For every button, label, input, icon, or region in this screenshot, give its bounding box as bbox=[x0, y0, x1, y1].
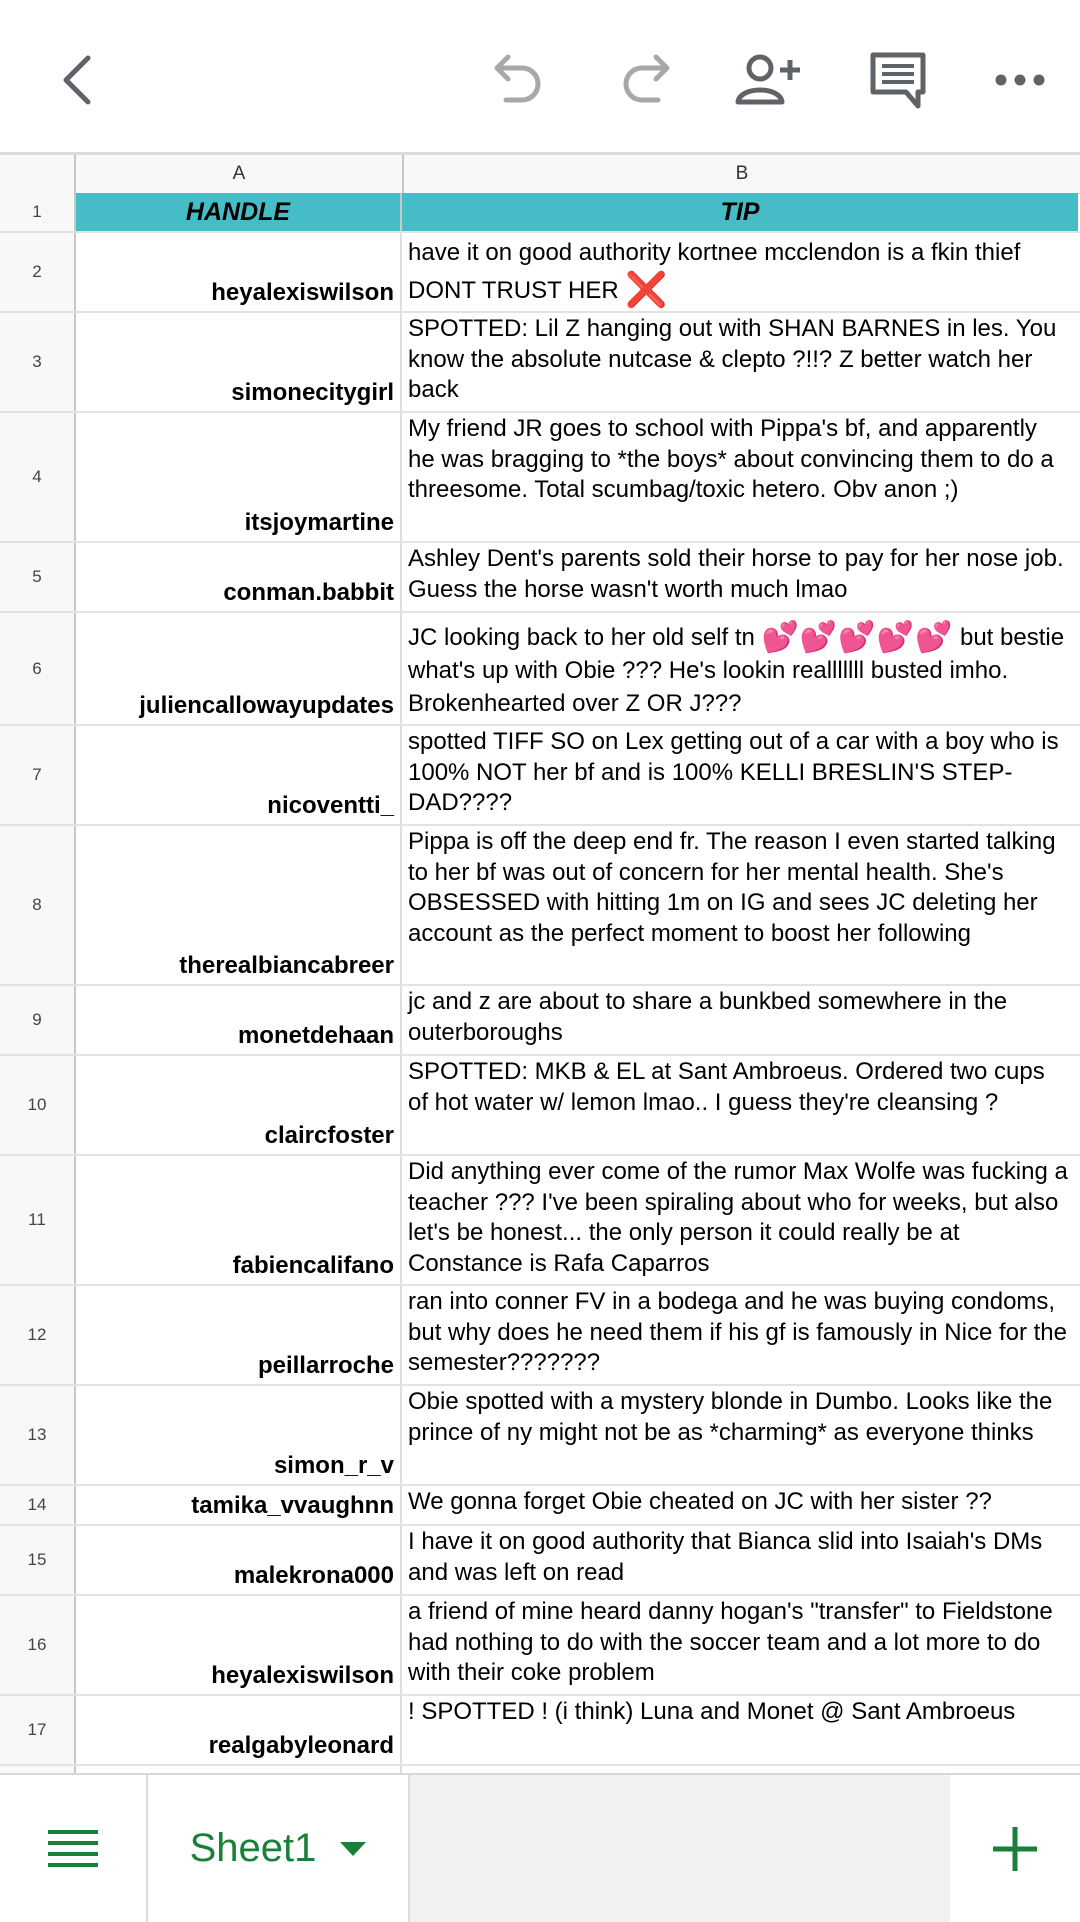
sheet-tab-bar bbox=[0, 1773, 1080, 1922]
handle-cell[interactable]: juliencallowayupdates bbox=[76, 613, 402, 724]
handle-cell[interactable]: tamika_vvaughnn bbox=[76, 1486, 402, 1524]
tip-text: have it on good authority kortnee mcclendon is a fkin thief DONT TRUST HER bbox=[408, 239, 1021, 304]
handle-cell[interactable]: malekrona000 bbox=[76, 1526, 402, 1594]
tip-cell[interactable]: ! SPOTTED ! (i think) Luna and Monet @ Sant Ambroeus bbox=[408, 1698, 1016, 1725]
row-number[interactable]: 4 bbox=[0, 413, 76, 541]
handle-cell[interactable]: realgabyleonard bbox=[76, 1696, 402, 1764]
sheet-list-icon bbox=[48, 1829, 98, 1869]
table-row bbox=[0, 543, 1080, 613]
handle-cell[interactable]: conman.babbit bbox=[76, 543, 402, 611]
table-row bbox=[0, 1286, 1080, 1386]
tip-cell[interactable]: My friend JR goes to school with Pippa's bf, and apparently he was bragging to *the boys* about convincing them to do a threesome. Total scumbag/toxic hetero. Obv anon ;) bbox=[408, 415, 1054, 503]
table-row bbox=[0, 1056, 1080, 1156]
tip-cell[interactable]: a friend of mine heard danny hogan's "transfer" to Fieldstone had nothing to do with the soccer team and a lot more to do with their coke problem bbox=[408, 1598, 1053, 1686]
hearts-emoji: 💕💕💕💕💕 bbox=[761, 621, 954, 654]
column-header-b[interactable] bbox=[404, 155, 1080, 194]
table-row bbox=[0, 1386, 1080, 1486]
table-row bbox=[0, 193, 1080, 233]
tip-cell[interactable]: Did anything ever come of the rumor Max Wolfe was fucking a teacher ??? I've been spiraling about who for weeks, but also let's be honest... the only person it could really be at Constance is Rafa Caparros bbox=[408, 1158, 1068, 1277]
handle-cell[interactable]: claircfoster bbox=[76, 1056, 402, 1154]
all-sheets-button[interactable] bbox=[0, 1775, 148, 1922]
comment-icon bbox=[868, 50, 928, 110]
row-number[interactable]: 17 bbox=[0, 1696, 76, 1764]
handle-cell[interactable]: peillarroche bbox=[76, 1286, 402, 1384]
handle-cell[interactable]: simon_r_v bbox=[76, 1386, 402, 1484]
row-number[interactable]: 8 bbox=[0, 826, 76, 984]
row-number[interactable]: 7 bbox=[0, 726, 76, 824]
table-row bbox=[0, 1596, 1080, 1696]
tip-cell[interactable]: jc and z are about to share a bunkbed somewhere in the outerboroughs bbox=[408, 988, 1008, 1046]
handle-cell[interactable]: fabiencalifano bbox=[76, 1156, 402, 1284]
share-button[interactable] bbox=[732, 44, 804, 116]
table-row bbox=[0, 986, 1080, 1056]
tip-cell[interactable]: spotted TIFF SO on Lex getting out of a car with a boy who is 100% NOT her bf and is 100% KELLI BRESLIN'S STEP-DAD???? bbox=[408, 728, 1059, 816]
cross-mark-icon: ❌ bbox=[625, 271, 668, 309]
tip-cell[interactable]: Obie spotted with a mystery blonde in Dumbo. Looks like the prince of ny might not be as *charming* as everyone thinks bbox=[408, 1388, 1053, 1446]
tip-cell[interactable]: SPOTTED: MKB & EL at Sant Ambroeus. Ordered two cups of hot water w/ lemon lmao.. I guess they're cleansing ? bbox=[408, 1058, 1045, 1116]
row-number[interactable]: 5 bbox=[0, 543, 76, 611]
table-row bbox=[0, 1526, 1080, 1596]
column-label: B bbox=[735, 163, 749, 184]
table-row bbox=[0, 1696, 1080, 1766]
tab-bar-empty-area bbox=[410, 1775, 950, 1922]
table-row bbox=[0, 1156, 1080, 1286]
table-row bbox=[0, 233, 1080, 313]
handle-cell[interactable]: therealbiancabreer bbox=[76, 826, 402, 984]
add-sheet-button[interactable] bbox=[950, 1775, 1080, 1922]
tip-cell[interactable]: We gonna forget Obie cheated on JC with her sister ?? bbox=[408, 1488, 992, 1515]
more-horizontal-icon bbox=[994, 72, 1046, 88]
select-all-corner[interactable] bbox=[0, 155, 76, 194]
tip-cell[interactable]: Pippa is off the deep end fr. The reason I even started talking to her bf was out of concern for her mental health. She's OBSESSED with hitting 1m on IG and sees JC deleting her account as the perfect moment to boost her following bbox=[408, 828, 1056, 947]
undo-button[interactable] bbox=[482, 44, 554, 116]
row-number[interactable]: 15 bbox=[0, 1526, 76, 1594]
table-row bbox=[0, 726, 1080, 826]
row-number[interactable]: 10 bbox=[0, 1056, 76, 1154]
table-row bbox=[0, 613, 1080, 726]
row-number[interactable]: 16 bbox=[0, 1596, 76, 1694]
column-label: A bbox=[232, 163, 246, 184]
comment-button[interactable] bbox=[862, 44, 934, 116]
undo-icon bbox=[488, 52, 548, 108]
table-row bbox=[0, 826, 1080, 986]
row-number[interactable]: 11 bbox=[0, 1156, 76, 1284]
tip-text: but bestie what's up with Obie ??? He's lookin realllllll busted imho. Brokenhearted over Z OR J??? bbox=[408, 624, 1065, 717]
row-number[interactable]: 1 bbox=[0, 193, 76, 231]
redo-icon bbox=[616, 52, 676, 108]
caret-down-icon[interactable] bbox=[340, 1842, 366, 1856]
column-header-a[interactable] bbox=[76, 155, 404, 194]
more-button[interactable] bbox=[984, 44, 1056, 116]
row-number[interactable]: 3 bbox=[0, 313, 76, 411]
redo-button[interactable] bbox=[610, 44, 682, 116]
add-person-icon bbox=[734, 50, 802, 110]
tip-cell[interactable]: SPOTTED: Lil Z hanging out with SHAN BARNES in les. You know the absolute nutcase & clepto ?!!? Z better watch her back bbox=[408, 315, 1057, 403]
row-number[interactable]: 2 bbox=[0, 233, 76, 311]
row-number[interactable]: 9 bbox=[0, 986, 76, 1054]
tip-cell[interactable] bbox=[402, 233, 1078, 311]
tip-cell[interactable]: Ashley Dent's parents sold their horse to pay for her nose job. Guess the horse wasn't worth much lmao bbox=[408, 545, 1064, 603]
tip-cell[interactable]: I have it on good authority that Bianca slid into Isaiah's DMs and was left on read bbox=[408, 1528, 1043, 1586]
table-row bbox=[0, 1486, 1080, 1526]
row-number[interactable]: 14 bbox=[0, 1486, 76, 1524]
row-number[interactable]: 12 bbox=[0, 1286, 76, 1384]
tip-cell[interactable]: ran into conner FV in a bodega and he was buying condoms, but why does he need them if his gf is famously in Nice for the semester??????? bbox=[408, 1288, 1068, 1376]
handle-cell[interactable]: simonecitygirl bbox=[76, 313, 402, 411]
table-row bbox=[0, 413, 1080, 543]
back-button[interactable] bbox=[42, 44, 114, 116]
handle-cell[interactable]: heyalexiswilson bbox=[76, 233, 402, 311]
top-toolbar bbox=[0, 0, 1080, 152]
tip-text: JC looking back to her old self tn bbox=[408, 624, 755, 651]
tip-cell[interactable] bbox=[402, 613, 1078, 724]
handle-cell[interactable]: nicoventti_ bbox=[76, 726, 402, 824]
handle-cell[interactable]: heyalexiswilson bbox=[76, 1596, 402, 1694]
handle-cell[interactable]: monetdehaan bbox=[76, 986, 402, 1054]
row-number[interactable]: 6 bbox=[0, 613, 76, 724]
spreadsheet-grid bbox=[0, 193, 1080, 1773]
handle-cell[interactable]: itsjoymartine bbox=[76, 413, 402, 541]
chevron-left-icon bbox=[56, 50, 100, 110]
table-row bbox=[0, 313, 1080, 413]
header-cell-handle[interactable]: HANDLE bbox=[76, 193, 402, 231]
sheet-tab-sheet1[interactable] bbox=[148, 1775, 410, 1922]
add-sheet-icon bbox=[993, 1827, 1037, 1871]
header-cell-tip[interactable]: TIP bbox=[402, 193, 1078, 231]
row-number[interactable]: 13 bbox=[0, 1386, 76, 1484]
sheet-tab-label: Sheet1 bbox=[189, 1826, 317, 1870]
